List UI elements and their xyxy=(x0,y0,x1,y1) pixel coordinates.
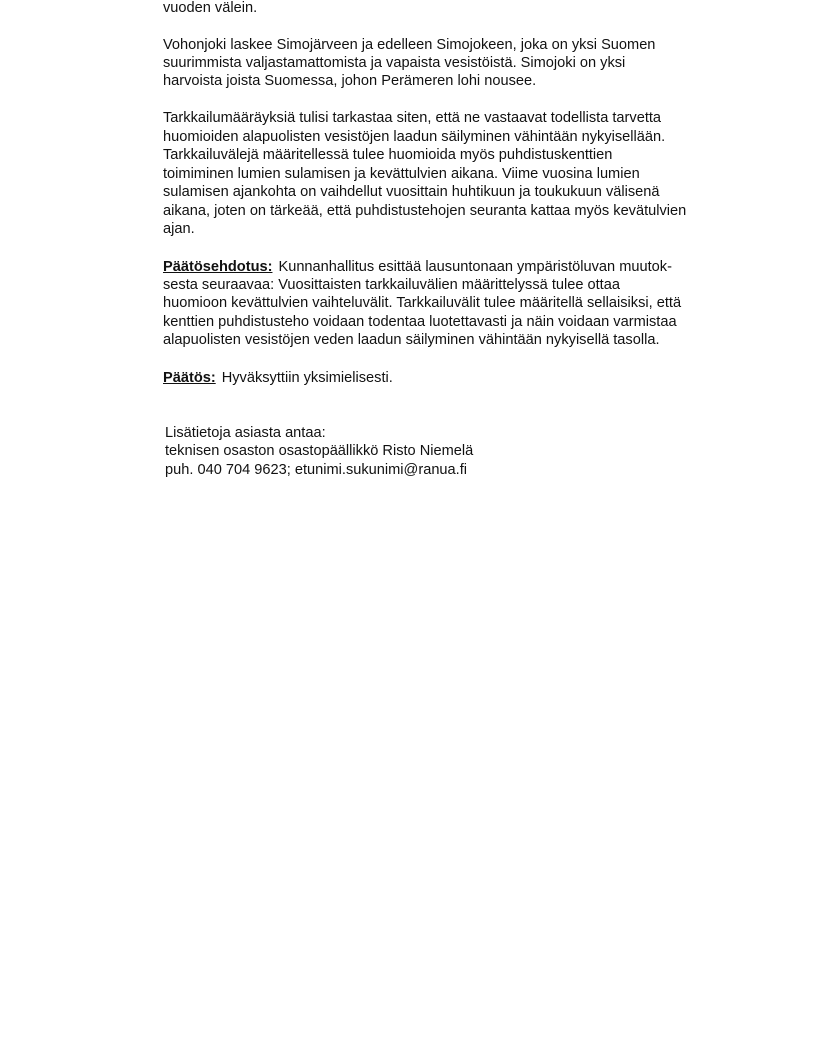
text-line: aikana, joten on tärkeää, että puhdistustehojen seuranta kattaa myös kevätulvien xyxy=(163,203,687,219)
text-line: Tarkkailuvälejä määritellessä tulee huomioida myös puhdistuskenttien xyxy=(163,147,613,163)
proposal-text: Kunnanhallitus esittää lausuntonaan ympäristöluvan muutok- xyxy=(278,259,672,275)
text-line xyxy=(163,258,672,276)
text-line: Vohonjoki laskee Simojärveen ja edelleen Simojokeen, joka on yksi Suomen xyxy=(163,37,656,53)
text-line: huomioon kevättulvien vaihteluvälit. Tarkkailuvälit tulee määritellä sellaisiksi, että xyxy=(163,295,682,311)
text-line: puh. 040 704 9623; etunimi.sukunimi@ranua.fi xyxy=(165,462,468,478)
text-line: Lisätietoja asiasta antaa: xyxy=(165,425,326,441)
proposal-label: Päätösehdotus: xyxy=(163,259,273,275)
text-line: teknisen osaston osastopäällikkö Risto Niemelä xyxy=(165,443,474,459)
text-line: sulamisen ajankohta on vaihdellut vuosittain huhtikuun ja toukukuun välisenä xyxy=(163,184,660,200)
text-line: alapuolisten vesistöjen veden laadun säilyminen vähintään nykyisellä tasolla. xyxy=(163,332,660,348)
text-line: suurimmista valjastamattomista ja vapaista vesistöistä. Simojoki on yksi xyxy=(163,55,626,71)
text-line: kenttien puhdistusteho voidaan todentaa luotettavasti ja näin voidaan varmistaa xyxy=(163,314,677,330)
text-line: Tarkkailumääräyksiä tulisi tarkastaa siten, että ne vastaavat todellista tarvetta xyxy=(163,110,662,126)
text-line: huomioiden alapuolisten vesistöjen laadun säilyminen vähintään nykyisellään. xyxy=(163,129,666,145)
text-line: sesta seuraavaa: Vuosittaisten tarkkailuvälien määrittelyssä tulee ottaa xyxy=(163,277,620,293)
text-line: vuoden välein. xyxy=(163,0,258,16)
text-line: toimiminen lumien sulamisen ja kevättulvien aikana. Viime vuosina lumien xyxy=(163,166,640,182)
text-line: harvoista joista Suomessa, johon Perämeren lohi nousee. xyxy=(163,73,537,89)
text-line: ajan. xyxy=(163,221,195,237)
decision-label: Päätös: xyxy=(163,370,216,386)
decision xyxy=(163,369,393,387)
decision-text: Hyväksyttiin yksimielisesti. xyxy=(221,370,393,386)
